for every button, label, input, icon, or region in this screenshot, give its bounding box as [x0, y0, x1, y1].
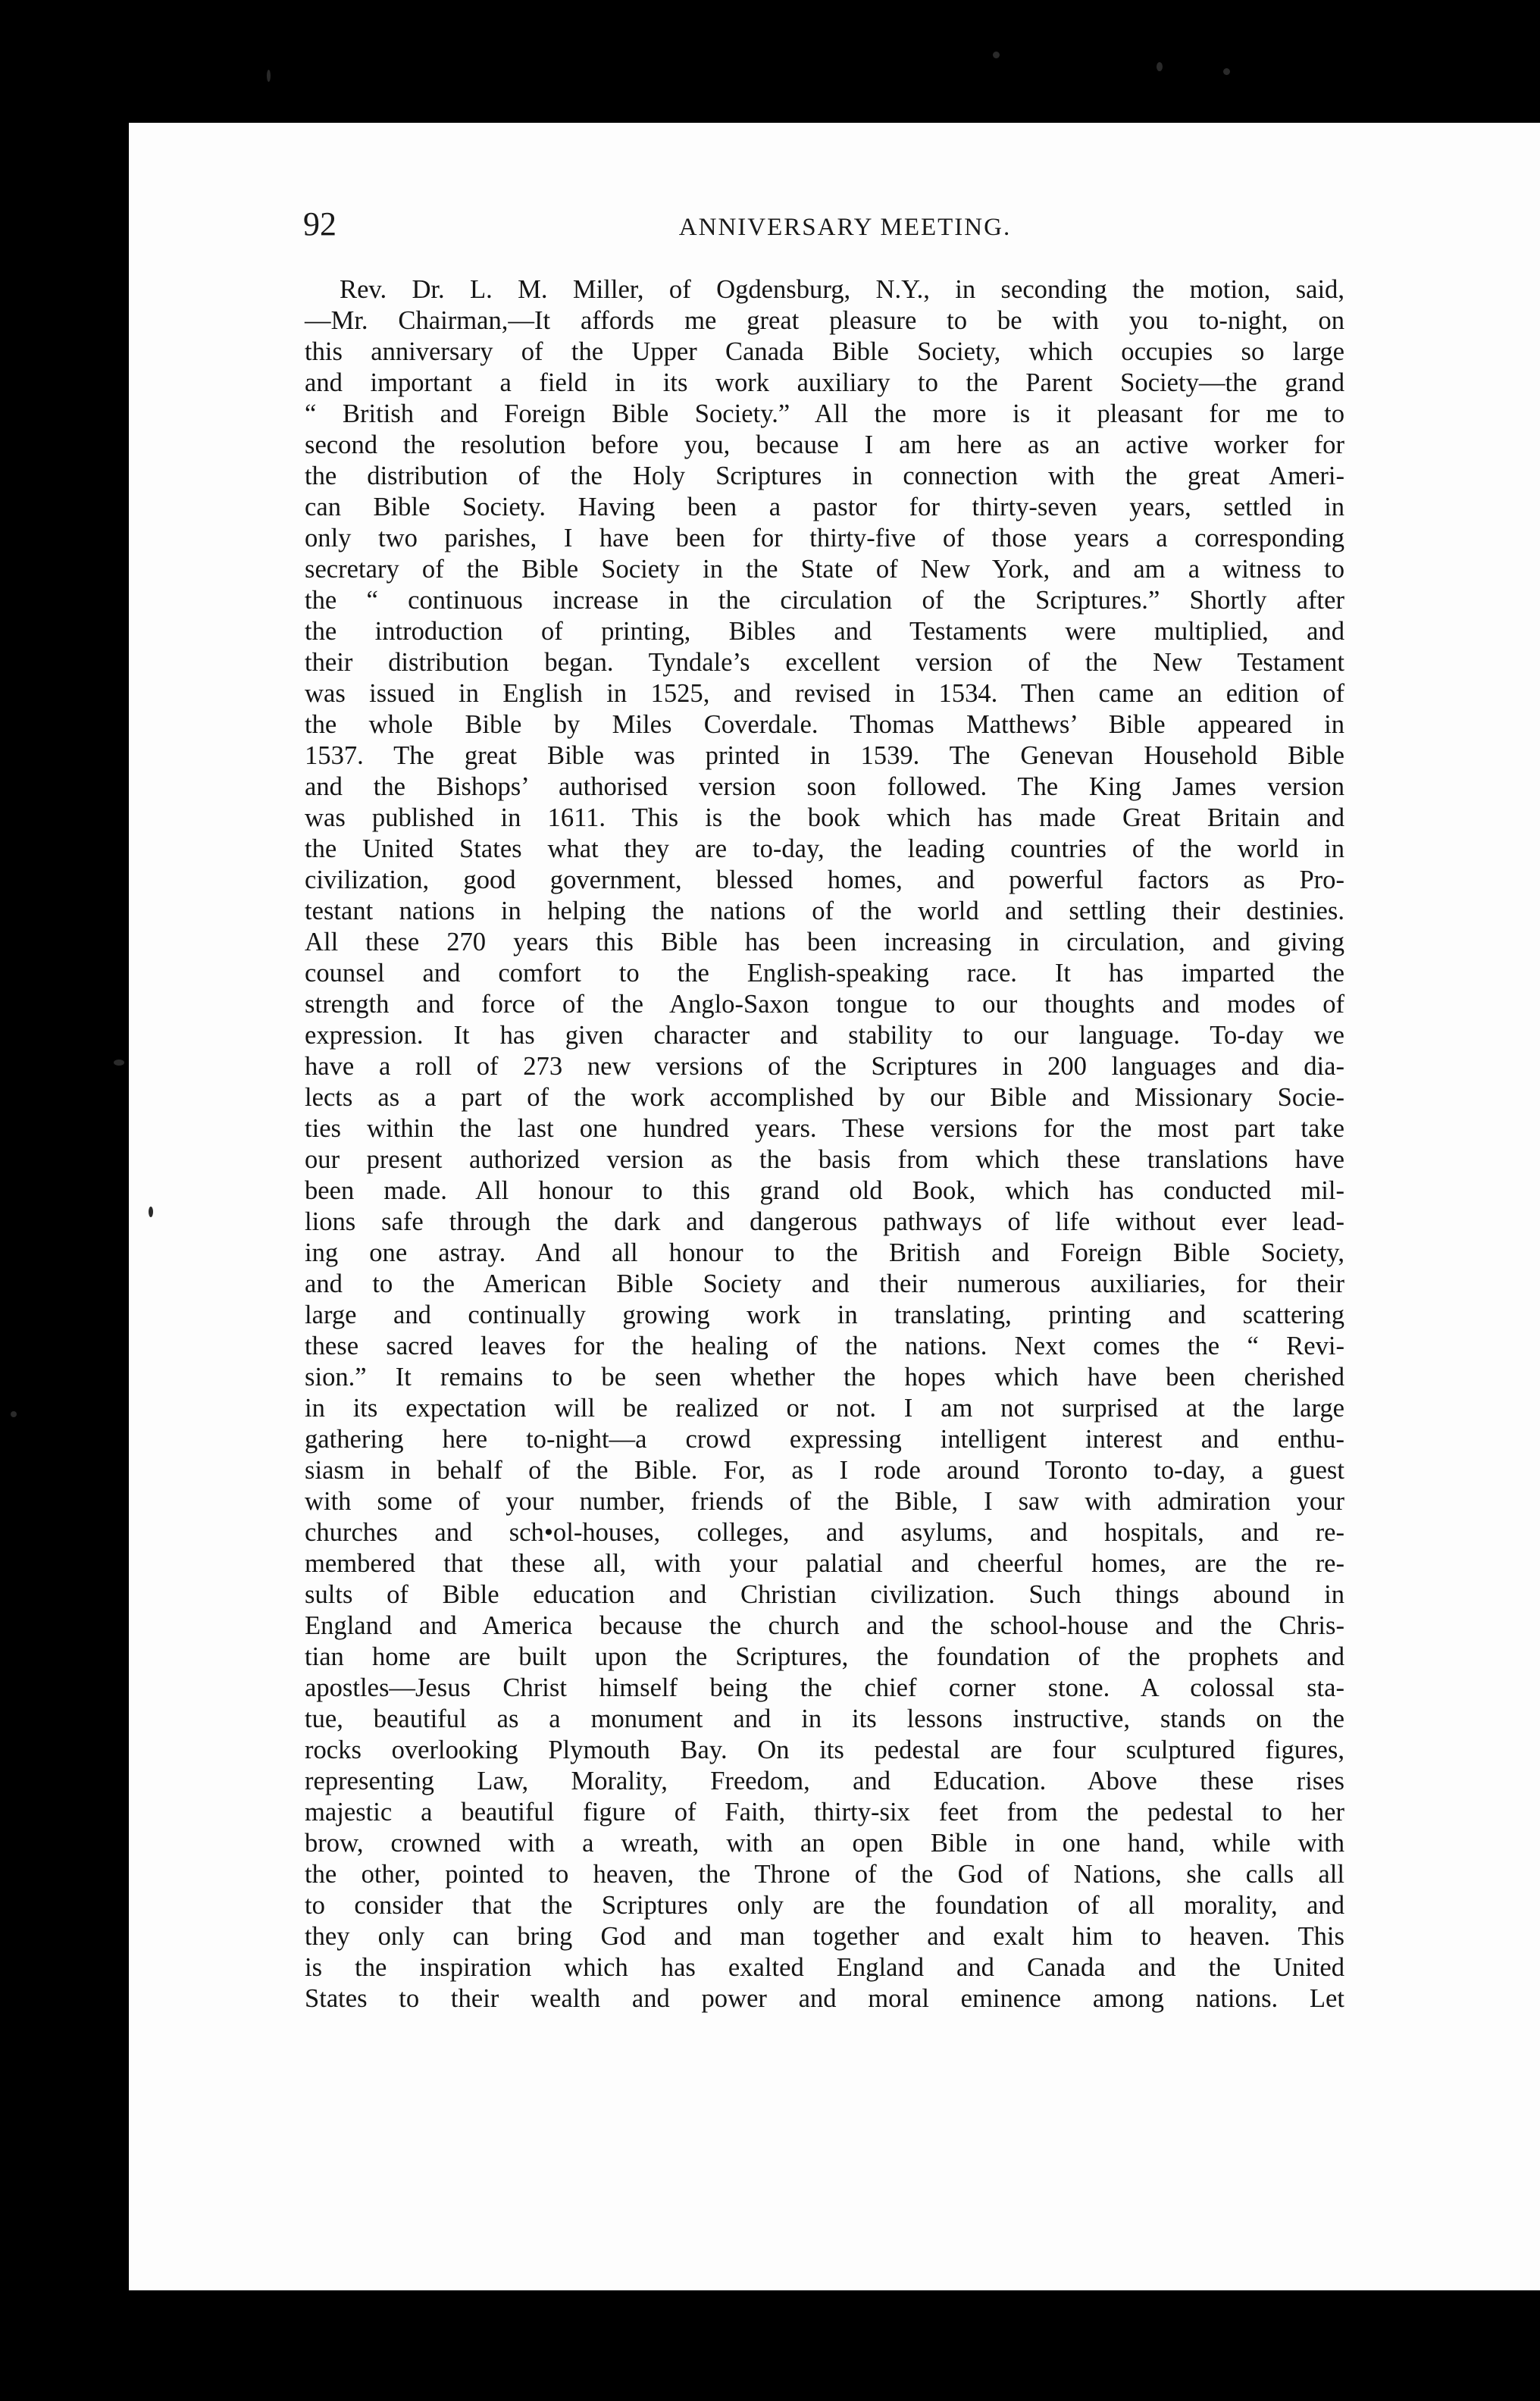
text-line: testant nations in helping the nations of the world and settling their destinies. — [305, 897, 1344, 925]
text-line: the “ continuous increase in the circulation of the Scriptures.” Shortly after — [305, 586, 1344, 615]
text-line: apostles—Jesus Christ himself being the chief corner stone. A colossal sta- — [305, 1673, 1344, 1702]
text-line: was published in 1611. This is the book which has made Great Britain and — [305, 803, 1344, 832]
text-line: States to their wealth and power and moral eminence among nations. Let — [305, 1984, 1344, 2013]
text-line: large and continually growing work in translating, printing and scattering — [305, 1301, 1344, 1329]
text-line: was issued in English in 1525, and revised in 1534. Then came an edition of — [305, 679, 1344, 708]
text-line: strength and force of the Anglo-Saxon tongue to our thoughts and modes of — [305, 990, 1344, 1019]
text-line: ties within the last one hundred years. These versions for the most part take — [305, 1114, 1344, 1143]
text-line: second the resolution before you, because I am here as an active worker for — [305, 430, 1344, 459]
text-line: secretary of the Bible Society in the State of New York, and am a witness to — [305, 555, 1344, 584]
scan-speck — [1223, 68, 1230, 75]
text-line: in its expectation will be realized or not. I am not surprised at the large — [305, 1394, 1344, 1423]
text-line: churches and sch•ol-houses, colleges, and asylums, and hospitals, and re- — [305, 1518, 1344, 1547]
text-line: rocks overlooking Plymouth Bay. On its pedestal are four sculptured figures, — [305, 1736, 1344, 1764]
text-line: majestic a beautiful figure of Faith, thirty-six feet from the pedestal to her — [305, 1798, 1344, 1827]
text-line: this anniversary of the Upper Canada Bible Society, which occupies so large — [305, 337, 1344, 366]
text-line: tue, beautiful as a monument and in its lessons instructive, stands on the — [305, 1704, 1344, 1733]
text-line: tian home are built upon the Scriptures, the foundation of the prophets and — [305, 1642, 1344, 1671]
text-line: ing one astray. And all honour to the British and Foreign Bible Society, — [305, 1238, 1344, 1267]
text-line: sults of Bible education and Christian civilization. Such things abound in — [305, 1580, 1344, 1609]
text-line: representing Law, Morality, Freedom, and Education. Above these rises — [305, 1767, 1344, 1795]
scan-speck — [114, 1060, 124, 1066]
running-head: ANNIVERSARY MEETING. — [678, 214, 1012, 241]
page-header — [303, 205, 1341, 250]
text-line: and important a field in its work auxiliary to the Parent Society—the grand — [305, 368, 1344, 397]
text-line: siasm in behalf of the Bible. For, as I rode around Toronto to-day, a guest — [305, 1456, 1344, 1485]
text-line: their distribution began. Tyndale’s excellent version of the New Testament — [305, 648, 1344, 677]
scan-speck — [267, 70, 271, 82]
text-line: 1537. The great Bible was printed in 1539. The Genevan Household Bible — [305, 741, 1344, 770]
scan-speck — [11, 1411, 17, 1417]
text-line: can Bible Society. Having been a pastor for thirty-seven years, settled in — [305, 493, 1344, 521]
text-line: been made. All honour to this grand old Book, which has conducted mil- — [305, 1176, 1344, 1205]
text-line: and the Bishops’ authorised version soon followed. The King James version — [305, 772, 1344, 801]
page-number: 92 — [303, 205, 336, 243]
text-line: “ British and Foreign Bible Society.” All the more is it pleasant for me to — [305, 399, 1344, 428]
body-paragraph — [305, 274, 1344, 2014]
text-line: these sacred leaves for the healing of the nations. Next comes the “ Revi- — [305, 1332, 1344, 1360]
text-line: brow, crowned with a wreath, with an open Bible in one hand, while with — [305, 1829, 1344, 1858]
text-line: membered that these all, with your palatial and cheerful homes, are the re- — [305, 1549, 1344, 1578]
text-line: the United States what they are to-day, the leading countries of the world in — [305, 834, 1344, 863]
text-line: All these 270 years this Bible has been increasing in circulation, and giving — [305, 928, 1344, 956]
text-line: the whole Bible by Miles Coverdale. Thomas Matthews’ Bible appeared in — [305, 710, 1344, 739]
text-line: civilization, good government, blessed homes, and powerful factors as Pro- — [305, 866, 1344, 894]
text-line: they only can bring God and man together and exalt him to heaven. This — [305, 1922, 1344, 1951]
text-line: only two parishes, I have been for thirty-five of those years a corresponding — [305, 524, 1344, 553]
text-line: expression. It has given character and stability to our language. To-day we — [305, 1021, 1344, 1050]
scan-speck — [1157, 62, 1163, 71]
text-line: our present authorized version as the basis from which these translations have — [305, 1145, 1344, 1174]
text-line: lects as a part of the work accomplished by our Bible and Missionary Socie- — [305, 1083, 1344, 1112]
text-line: is the inspiration which has exalted England and Canada and the United — [305, 1953, 1344, 1982]
text-line: to consider that the Scriptures only are the foundation of all morality, and — [305, 1891, 1344, 1920]
text-line: Rev. Dr. L. M. Miller, of Ogdensburg, N.Y., in seconding the motion, said, — [340, 275, 1344, 304]
text-line: gathering here to-night—a crowd expressing intelligent interest and enthu- — [305, 1425, 1344, 1454]
text-line: have a roll of 273 new versions of the Scriptures in 200 languages and dia- — [305, 1052, 1344, 1081]
text-line: sion.” It remains to be seen whether the hopes which have been cherished — [305, 1363, 1344, 1391]
text-line: counsel and comfort to the English-speaking race. It has imparted the — [305, 959, 1344, 988]
text-line: and to the American Bible Society and their numerous auxiliaries, for their — [305, 1269, 1344, 1298]
text-line: lions safe through the dark and dangerous pathways of life without ever lead- — [305, 1207, 1344, 1236]
scan-speck — [993, 52, 1000, 58]
text-line: with some of your number, friends of the Bible, I saw with admiration your — [305, 1487, 1344, 1516]
text-line: —Mr. Chairman,—It affords me great pleasure to be with you to-night, on — [305, 306, 1344, 335]
text-line: the distribution of the Holy Scriptures in connection with the great Ameri- — [305, 462, 1344, 490]
text-line: England and America because the church and the school-house and the Chris- — [305, 1611, 1344, 1640]
document-page — [129, 123, 1540, 2290]
text-line: the introduction of printing, Bibles and Testaments were multiplied, and — [305, 617, 1344, 646]
text-line: the other, pointed to heaven, the Throne of the God of Nations, she calls all — [305, 1860, 1344, 1889]
scan-speck — [149, 1207, 153, 1217]
